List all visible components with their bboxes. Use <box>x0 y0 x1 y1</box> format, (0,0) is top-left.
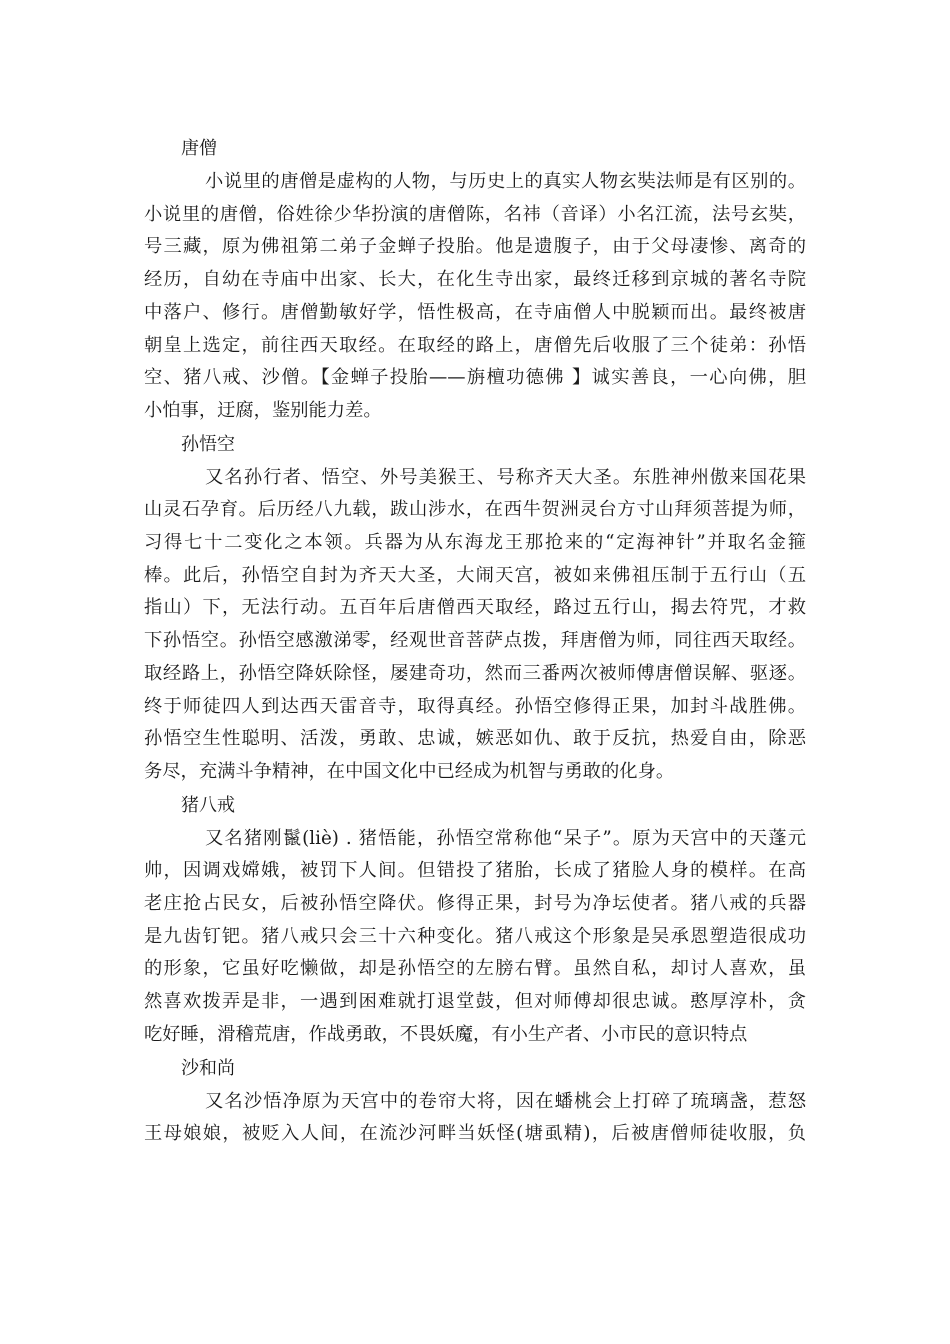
paragraph-line: 号三藏，原为佛祖第二弟子金蝉子投胎。他是遗腹子，由于父母凄惨、离奇的 <box>144 236 806 258</box>
paragraph-line: 棒。此后，孙悟空自封为齐天大圣，大闹天宫，被如来佛祖压制于五行山（五 <box>144 564 806 586</box>
paragraph-line: 帅，因调戏嫦娥，被罚下人间。但错投了猪胎，长成了猪脸人身的模样。在高 <box>144 860 806 882</box>
paragraph-line: 取经路上，孙悟空降妖除怪，屡建奇功，然而三番两次被师傅唐僧误解、驱逐。 <box>144 662 806 684</box>
paragraph-line: 山灵石孕育。后历经八九载，跋山涉水，在西牛贺洲灵台方寸山拜须菩提为师， <box>144 499 806 521</box>
paragraph-line: 朝皇上选定，前往西天取经。在取经的路上，唐僧先后收服了三个徒弟：孙悟 <box>144 334 806 356</box>
section-sunwukong <box>144 428 806 789</box>
section-tangseng <box>144 132 806 428</box>
paragraph-line: 务尽，充满斗争精神，在中国文化中已经成为机智与勇敢的化身。 <box>144 760 675 782</box>
paragraph-line: 老庄抢占民女，后被孙悟空降伏。修得正果，封号为净坛使者。猪八戒的兵器 <box>144 893 806 915</box>
paragraph-line: 经历，自幼在寺庙中出家、长大，在化生寺出家，最终迁移到京城的著名寺院 <box>144 269 806 291</box>
section-heading: 沙和尚 <box>181 1057 235 1079</box>
paragraph-line: 孙悟空生性聪明、活泼，勇敢、忠诚，嫉恶如仇、敢于反抗，热爱自由，除恶 <box>144 728 806 750</box>
paragraph-line: 又名孙行者、悟空、外号美猴王、号称齐天大圣。东胜神州傲来国花果 <box>205 466 806 488</box>
paragraph-line: 指山）下，无法行动。五百年后唐僧西天取经，路过五行山，揭去符咒，才救 <box>144 597 806 619</box>
paragraph-line: 终于师徒四人到达西天雷音寺，取得真经。孙悟空修得正果，加封斗战胜佛。 <box>144 695 806 717</box>
paragraph-line: 小说里的唐僧是虚构的人物，与历史上的真实人物玄奘法师是有区别的。 <box>205 171 806 192</box>
section-heading: 猪八戒 <box>181 794 235 816</box>
section-heading: 唐僧 <box>181 138 217 159</box>
paragraph-line: 的形象，它虽好吃懒做，却是孙悟空的左膀右臂。虽然自私，却讨人喜欢，虽 <box>144 958 806 980</box>
paragraph-line: 小说里的唐僧，俗姓徐少华扮演的唐僧陈，名祎（音译）小名江流，法号玄奘， <box>144 203 806 225</box>
document-page <box>144 132 806 1151</box>
paragraph-line: 是九齿钉钯。猪八戒只会三十六种变化。猪八戒这个形象是吴承恩塑造很成功 <box>144 925 806 947</box>
paragraph-line: 习得七十二变化之本领。兵器为从东海龙王那抢来的“定海神针”并取名金箍 <box>144 532 806 554</box>
section-zhubajie <box>144 789 806 1052</box>
paragraph-line: 小怕事，迂腐，鉴别能力差。 <box>144 399 382 421</box>
paragraph-line: 王母娘娘，被贬入人间，在流沙河畔当妖怪(塘虱精)，后被唐僧师徒收服，负 <box>144 1123 806 1145</box>
section-heading: 孙悟空 <box>181 433 235 455</box>
paragraph-line: 吃好睡，滑稽荒唐，作战勇敢，不畏妖魔，有小生产者、小市民的意识特点 <box>144 1023 748 1045</box>
paragraph-line: 空、猪八戒、沙僧。【金蝉子投胎——旃檀功德佛 】诚实善良，一心向佛，胆 <box>144 367 806 389</box>
paragraph-line: 又名猪刚鬣(liè) . 猪悟能，孙悟空常称他“呆子”。原为天宫中的天蓬元 <box>205 827 806 849</box>
paragraph-line: 中落户、修行。唐僧勤敏好学，悟性极高，在寺庙僧人中脱颖而出。最终被唐 <box>144 301 806 323</box>
paragraph-line: 下孙悟空。孙悟空感激涕零，经观世音菩萨点拨，拜唐僧为师，同往西天取经。 <box>144 630 806 652</box>
paragraph-line: 又名沙悟净原为天宫中的卷帘大将，因在蟠桃会上打碎了琉璃盏，惹怒 <box>205 1090 806 1112</box>
section-shaheshang <box>144 1052 806 1151</box>
paragraph-line: 然喜欢拨弄是非，一遇到困难就打退堂鼓，但对师傅却很忠诚。憨厚淳朴，贪 <box>144 991 806 1013</box>
